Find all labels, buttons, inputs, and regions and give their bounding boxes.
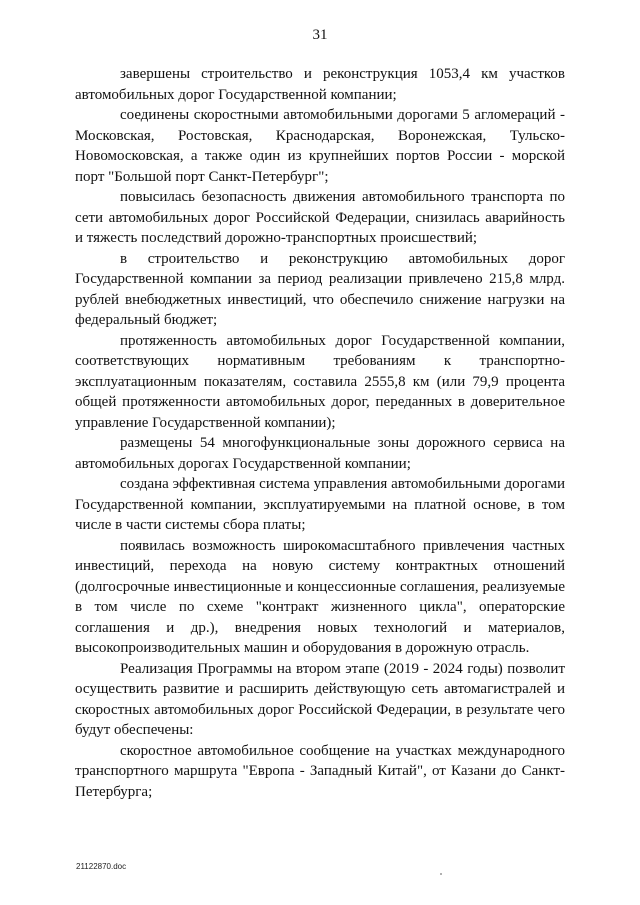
scan-speck xyxy=(440,873,442,875)
paragraph: Реализация Программы на втором этапе (2019 - 2024 годы) позволит осуществить развитие и расширить действующую сеть автомагистралей и скоростных автомобильных дорог Российской Федерации, в результате чего будут обеспечены: xyxy=(75,660,565,738)
document-body xyxy=(75,64,565,802)
paragraph: завершены строительство и реконструкция 1053,4 км участков автомобильных дорог Государственной компании; xyxy=(75,66,565,103)
paragraph: размещены 54 многофункциональные зоны дорожного сервиса на автомобильных дорогах Государственной компании; xyxy=(75,435,565,472)
paragraph: скоростное автомобильное сообщение на участках международного транспортного маршрута "Европа - Западный Китай", от Казани до Санкт-Петербурга; xyxy=(75,742,565,800)
paragraph: создана эффективная система управления автомобильными дорогами Государственной компании, эксплуатируемыми на платной основе, в том числе в части системы сбора платы; xyxy=(75,476,565,533)
paragraph: протяженность автомобильных дорог Государственной компании, соответствующих нормативным требованиям к транспортно-эксплуатационным показателям, составила 2555,8 км (или 79,9 процента общей протяженности автомобильных дорог, переданных в доверительное управление Государственной компании); xyxy=(75,332,565,431)
paragraph: соединены скоростными автомобильными дорогами 5 агломераций - Московская, Ростовская, Краснодарская, Воронежская, Тульско-Новомосковская, а также один из крупнейших портов России - морской порт "Большой порт Санкт-Петербург"; xyxy=(75,107,565,185)
paragraph: появилась возможность широкомасштабного привлечения частных инвестиций, перехода на новую систему контрактных отношений (долгосрочные инвестиционные и концессионные соглашения, реализуемые в том числе по схеме "контракт жизненного цикла", операторские соглашения и др.), внедрения новых технологий и материалов, высокопроизводительных машин и оборудования в дорожную отрасль. xyxy=(75,537,565,656)
footer-filename: 21122870.doc xyxy=(76,862,127,871)
paragraph: повысилась безопасность движения автомобильного транспорта по сети автомобильных дорог Российской Федерации, снизилась аварийность и тяжесть последствий дорожно-транспортных происшествий; xyxy=(75,189,565,246)
paragraph: в строительство и реконструкцию автомобильных дорог Государственной компании за период реализации привлечено 215,8 млрд. рублей внебюджетных инвестиций, что обеспечило снижение нагрузки на федеральный бюджет; xyxy=(75,250,565,328)
page-number: 31 xyxy=(312,27,328,43)
